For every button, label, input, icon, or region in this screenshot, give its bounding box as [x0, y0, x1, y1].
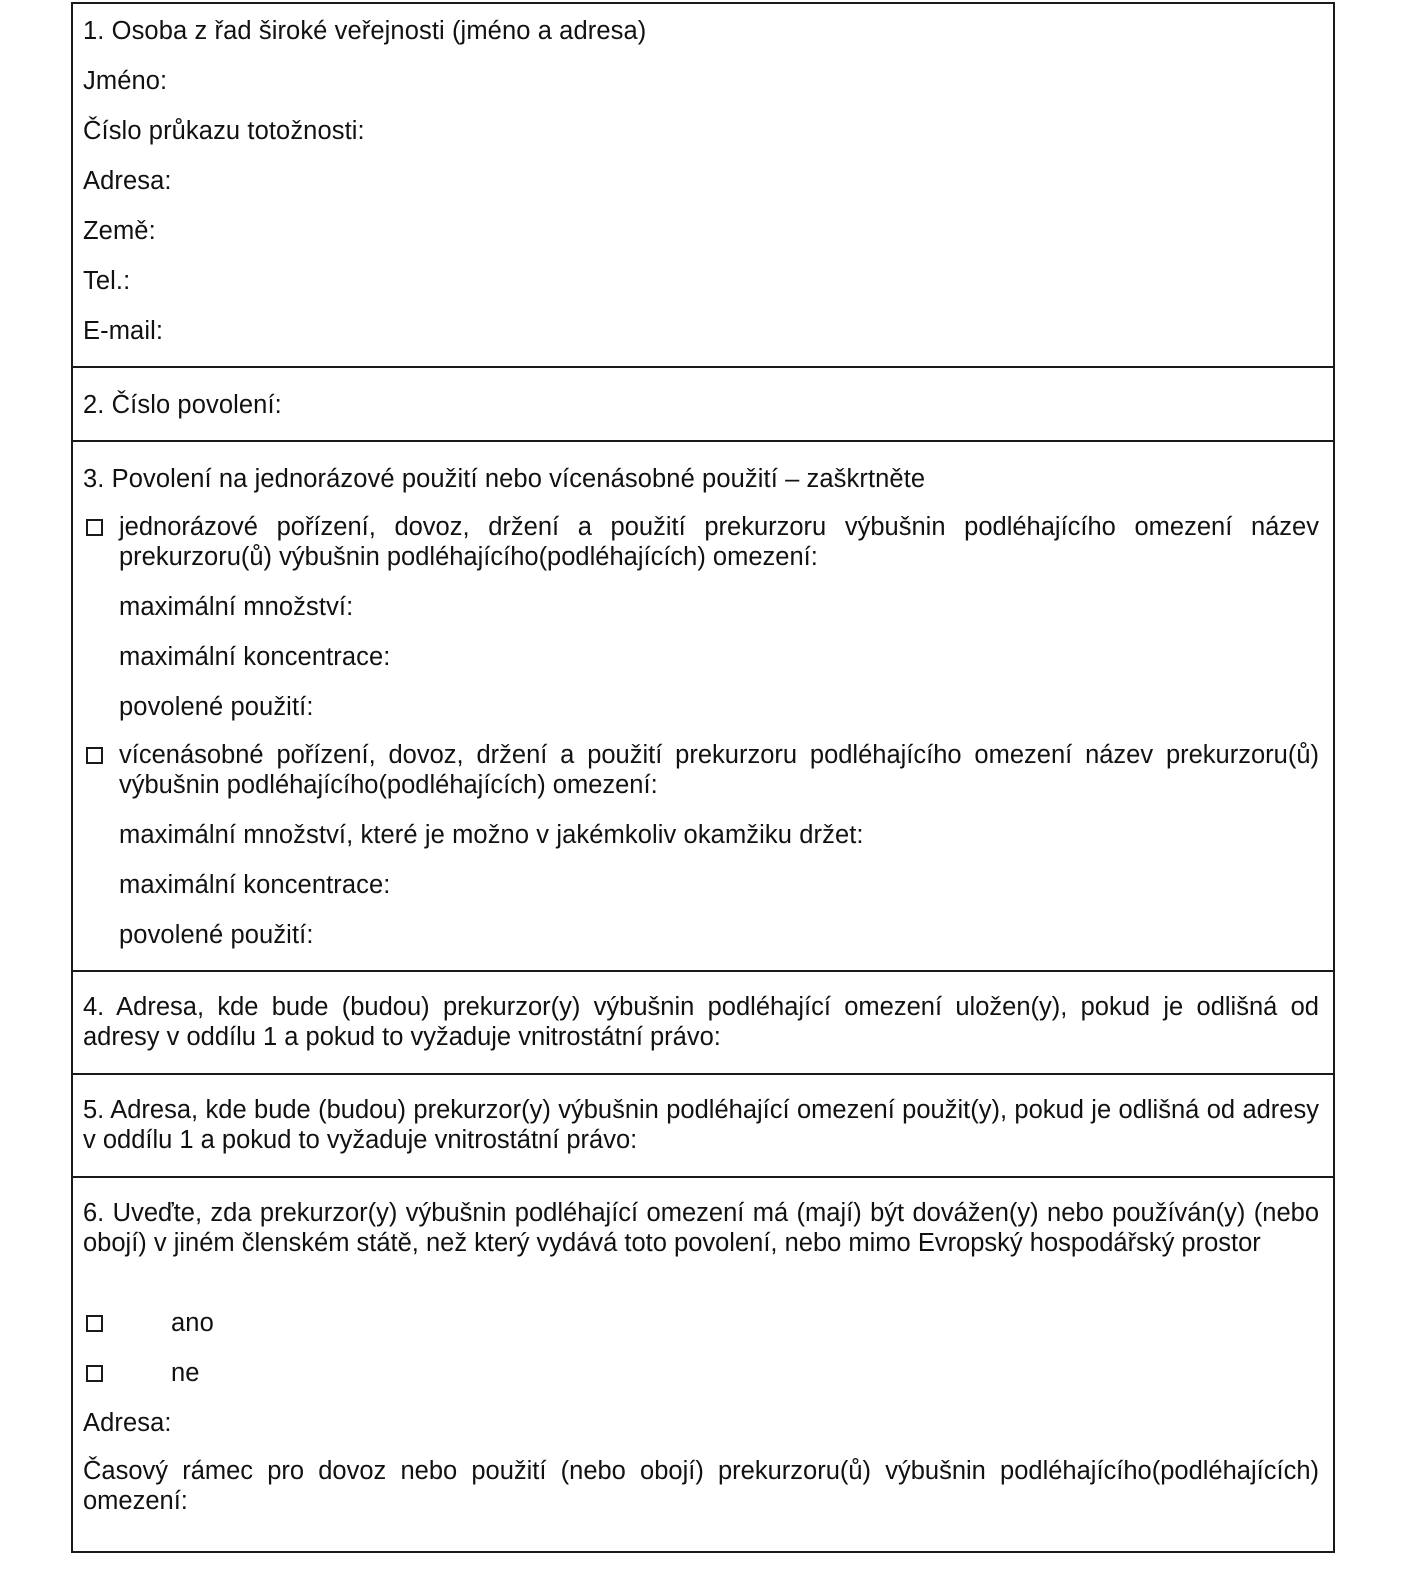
no-label: ne — [171, 1359, 200, 1387]
email-label: E-mail: — [83, 317, 164, 345]
single-use-option-text: jednorázové pořízení, dovoz, držení a použití prekurzoru výbušnin podléhajícího omezení název prekurzoru(ů) výbušnin podléhajícího(podléhajících) omezení: — [119, 513, 1319, 571]
section-storage-address — [73, 970, 1333, 1073]
section-5-text: 5. Adresa, kde bude (budou) prekurzor(y) výbušnin podléhající omezení použit(y), pokud je odlišná od adresy v oddílu 1 a pokud to vyžaduje vnitrostátní právo: — [83, 1096, 1319, 1154]
section-license-number — [73, 366, 1333, 440]
single-use-checkbox[interactable] — [86, 519, 103, 536]
authorization-form — [71, 2, 1335, 1553]
phone-label: Tel.: — [83, 267, 131, 295]
country-label: Země: — [83, 217, 156, 245]
abroad-address-label: Adresa: — [83, 1409, 172, 1437]
yes-checkbox[interactable] — [86, 1315, 103, 1332]
id-card-number-label: Číslo průkazu totožnosti: — [83, 117, 365, 145]
no-checkbox[interactable] — [86, 1365, 103, 1382]
multiple-max-quantity-label: maximální množství, které je možno v jakémkoliv okamžiku držet: — [119, 821, 864, 849]
multiple-use-checkbox[interactable] — [86, 747, 103, 764]
multiple-use-option-text: vícenásobné pořízení, dovoz, držení a použití prekurzoru podléhajícího omezení název prekurzoru(ů) výbušnin podléhajícího(podléhajících) omezení: — [119, 741, 1319, 799]
section-3-title: 3. Povolení na jednorázové použití nebo vícenásobné použití – zaškrtněte — [83, 465, 926, 493]
timeframe-label: Časový rámec pro dovoz nebo použití (nebo obojí) prekurzoru(ů) výbušnin podléhajícího(podléhajících) omezení: — [83, 1457, 1319, 1515]
single-max-concentration-label: maximální koncentrace: — [119, 643, 391, 671]
section-person — [73, 4, 1333, 366]
section-usage-type — [73, 440, 1333, 970]
yes-label: ano — [171, 1309, 214, 1337]
section-2-title: 2. Číslo povolení: — [83, 391, 282, 419]
name-label: Jméno: — [83, 67, 168, 95]
single-permitted-use-label: povolené použití: — [119, 693, 314, 721]
multiple-permitted-use-label: povolené použití: — [119, 921, 314, 949]
address-label: Adresa: — [83, 167, 172, 195]
multiple-max-concentration-label: maximální koncentrace: — [119, 871, 391, 899]
section-import-use-abroad — [73, 1176, 1333, 1551]
single-max-quantity-label: maximální množství: — [119, 593, 354, 621]
section-4-text: 4. Adresa, kde bude (budou) prekurzor(y) výbušnin podléhající omezení uložen(y), pokud je odlišná od adresy v oddílu 1 a pokud to vyžaduje vnitrostátní právo: — [83, 993, 1319, 1051]
section-1-title: 1. Osoba z řad široké veřejnosti (jméno a adresa) — [83, 17, 647, 45]
section-usage-address — [73, 1073, 1333, 1176]
section-6-text: 6. Uveďte, zda prekurzor(y) výbušnin podléhající omezení má (mají) být dovážen(y) nebo používán(y) (nebo obojí) v jiném členském státě, než který vydává toto povolení, nebo mimo Evropský hospodářský prostor — [83, 1199, 1319, 1257]
